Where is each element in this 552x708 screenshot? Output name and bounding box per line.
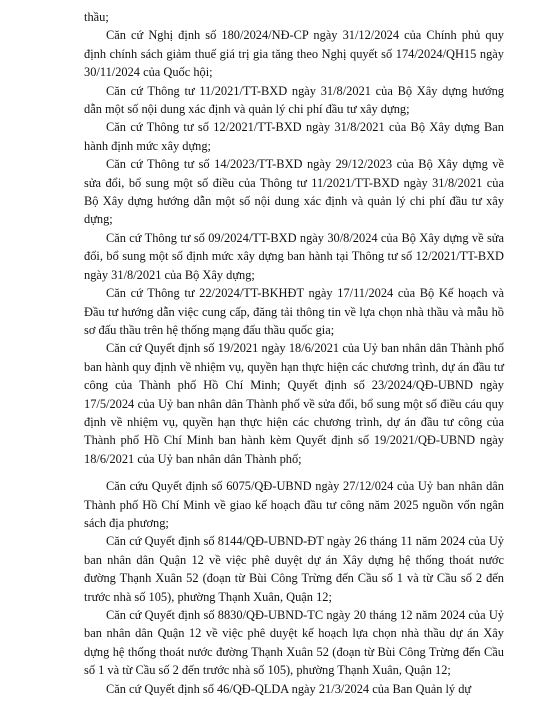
paragraph-circular-14: Căn cứ Thông tư số 14/2023/TT-BXD ngày 29/12/2023 của Bộ Xây dựng về sửa đổi, bổ sung một số điều của Thông tư 11/2021/TT-BXD ngày 31/8/2021 của Bộ Xây dựng hướng dẫn một số nội dung xác định và quản lý chi phí đầu tư xây dựng; bbox=[84, 157, 504, 227]
paragraph-decision-6075: Căn cứu Quyết định số 6075/QĐ-UBND ngày 27/12/024 của Uỷ ban nhân dân Thành phố Hồ Chí Minh về giao kế hoạch đầu tư công năm 2025 nguồn vốn ngân sách địa phương; bbox=[84, 479, 504, 530]
paragraph-circular-11: Căn cứ Thông tư 11/2021/TT-BXD ngày 31/8/2021 của Bộ Xây dựng hướng dẫn một số nội dung xác định và quản lý chi phí đầu tư xây dựng; bbox=[84, 83, 504, 117]
paragraph-decision-8830: Căn cứ Quyết định số 8830/QĐ-UBND-TC ngày 20 tháng 12 năm 2024 của Uỷ ban nhân dân Quận 12 về việc phê duyệt kế hoạch lựa chọn nhà thầu dự án Xây dựng hệ thống thoát nước đường Thạnh Xuân 52 (đoạn từ Bùi Công Trừng đến Cầu số 1 và từ Cầu số 2 đến trước nhà số 105), phường Thạnh Xuân, Quận 12; bbox=[84, 608, 504, 678]
document-body bbox=[84, 8, 504, 698]
paragraph-circular-22: Căn cứ Thông tư 22/2024/TT-BKHĐT ngày 17/11/2024 của Bộ Kế hoạch và Đầu tư hướng dẫn việc cung cấp, đăng tải thông tin về lựa chọn nhà thầu và mẫu hồ sơ đấu thầu trên hệ thống mạng đấu thầu quốc gia; bbox=[84, 286, 504, 337]
paragraph-decision-46: Căn cứ Quyết định số 46/QĐ-QLDA ngày 21/3/2024 của Ban Quản lý dự bbox=[106, 681, 472, 696]
paragraph-decision-8144: Căn cứ Quyết định số 8144/QĐ-UBND-ĐT ngày 26 tháng 11 năm 2024 của Uỷ ban nhân dân Quận 12 về việc phê duyệt dự án Xây dựng hệ thống thoát nước đường Thạnh Xuân 52 (đoạn từ Bùi Công Trừng đến Cầu số 1 và từ Cầu số 2 đến trước nhà số 105), phường Thạnh Xuân, Quận 12; bbox=[84, 534, 504, 604]
paragraph-continuation: thầu; bbox=[84, 10, 109, 24]
paragraph-circular-12: Căn cứ Thông tư số 12/2021/TT-BXD ngày 31/8/2021 của Bộ Xây dựng Ban hành định mức xây dựng; bbox=[84, 120, 504, 153]
paragraph-decree-180: Căn cứ Nghị định số 180/2024/NĐ-CP ngày 31/12/2024 của Chính phủ quy định chính sách giảm thuế giá trị gia tăng theo Nghị quyết số 174/2024/QH15 ngày 30/11/2024 của Quốc hội; bbox=[84, 28, 504, 80]
paragraph-circular-09: Căn cứ Thông tư số 09/2024/TT-BXD ngày 30/8/2024 của Bộ Xây dựng về sửa đổi, bổ sung một số định mức xây dựng ban hành tại Thông tư số 12/2021/TT-BXD ngày 31/8/2021 của Bộ Xây dựng; bbox=[84, 230, 504, 282]
paragraph-decision-19: Căn cứ Quyết định số 19/2021 ngày 18/6/2021 của Uỷ ban nhân dân Thành phố ban hành quy định về nhiệm vụ, quyền hạn thực hiện các chương trình, dự án đầu tư công của Thành phố Hồ Chí Minh; Quyết định số 23/2024/QĐ-UBND ngày 17/5/2024 của Uỷ ban nhân dân Thành phố về sửa đổi, bổ sung một số điều cáu quy định về nhiệm vụ, quyền hạn thực hiện các chương trình, dự án đầu tư công của Thành phố Hồ Chí Minh ban hành kèm Quyết định số 19/2021/QĐ-UBND ngày 18/6/2021 của Uỷ ban nhân dân Thành phố; bbox=[84, 341, 504, 466]
